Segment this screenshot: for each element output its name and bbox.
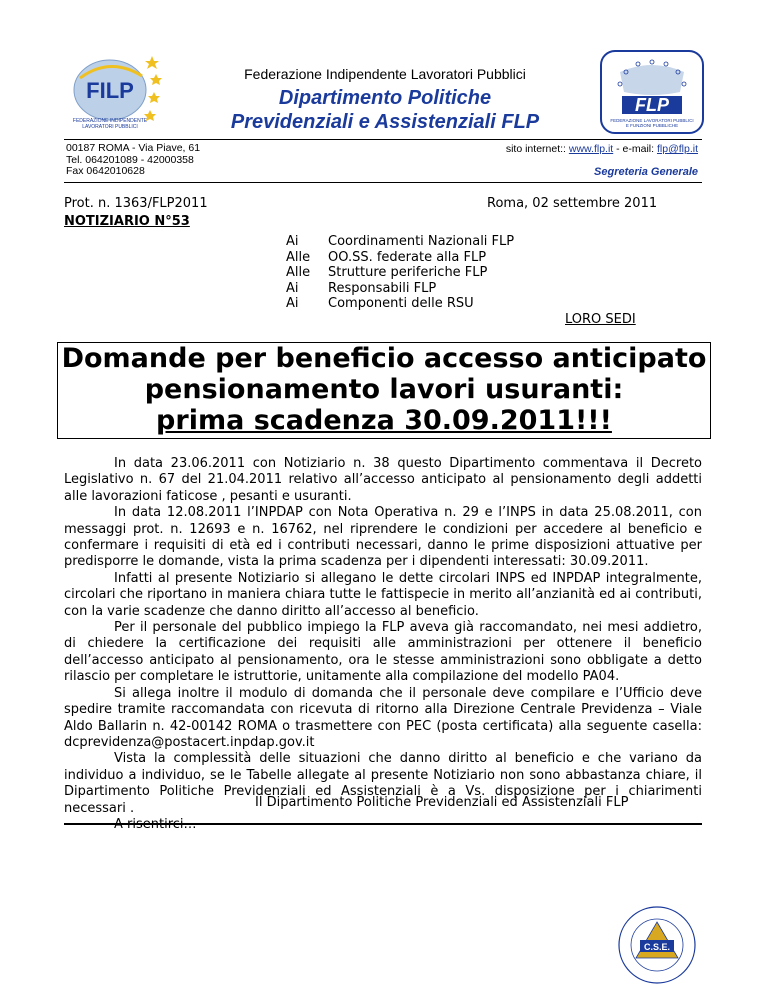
paragraph — [64, 817, 702, 833]
title-box — [57, 342, 711, 439]
address-block — [66, 143, 200, 178]
segreteria-label: Segreteria Generale — [594, 166, 698, 178]
title-line: Domande per beneficio accesso anticipato — [61, 343, 707, 374]
dept-title-line2: Previdenziali e Assistenziali FLP — [230, 111, 540, 133]
notiziario-number: NOTIZIARIO N°53 — [64, 214, 190, 229]
recipient-row — [286, 281, 514, 297]
recipient-name: Responsabili FLP — [328, 280, 437, 296]
title-line: pensionamento lavori usuranti: — [144, 374, 624, 405]
recipient-row — [286, 250, 514, 266]
recipient-prefix: Ai — [286, 280, 299, 296]
flp-logo — [600, 50, 704, 134]
address-line: 00187 ROMA - Via Piave, 61 — [66, 142, 201, 154]
svg-text:LAVORATORI PUBBLICI: LAVORATORI PUBBLICI — [82, 124, 138, 130]
recipient-row — [286, 296, 514, 312]
site-prefix: sito internet:: — [505, 143, 569, 155]
address-line: Tel. 064201089 - 42000358 — [66, 153, 194, 166]
dept-title-line1: Dipartimento Politiche — [278, 87, 492, 109]
body-text — [64, 456, 702, 833]
document-date: Roma, 02 settembre 2011 — [487, 196, 658, 211]
filp-logo — [66, 50, 166, 134]
svg-text:E FUNZIONI PUBBLICHE: E FUNZIONI PUBBLICHE — [625, 123, 679, 128]
recipient-row — [286, 265, 514, 281]
recipient-prefix: Alle — [286, 265, 311, 281]
paragraph: In data 23.06.2011 con Notiziario n. 38 questo Dipartimento commentava il Decreto Legislativo n. 67 del 21.04.2011 relativo all’accesso anticipato al pensionamento degli addetti alle lavorazioni faticose , pesanti e usuranti. — [64, 456, 702, 504]
logo-left-text: FILP — [86, 78, 134, 103]
protocol-number: Prot. n. 1363/FLP2011 — [64, 196, 208, 211]
loro-sedi: LORO SEDI — [565, 312, 636, 327]
paragraph: In data 12.08.2011 l’INPDAP con Nota Operativa n. 29 e l’INPS in data 25.08.2011, con messaggi prot. n. 12693 e n. 16762, nel riprendere le condizioni per accedere al beneficio e confermare i requisiti di età ed i contributi necessari, danno le prime disposizioni attuative per predisporre le domande, vista la prima scadenza per i dipendenti interessati: 30.09.2011. — [64, 505, 702, 570]
recipient-name: Strutture periferiche FLP — [328, 265, 488, 281]
recipients-list — [286, 234, 514, 312]
website-link[interactable]: www.flp.it — [568, 143, 614, 155]
address-line: Fax 0642010628 — [66, 165, 145, 177]
recipient-prefix: Ai — [286, 296, 299, 312]
header-rule — [64, 139, 702, 140]
title-line: prima scadenza 30.09.2011!!! — [156, 405, 612, 436]
paragraph: Infatti al presente Notiziario si allegano le dette circolari INPS ed INPDAP integralmente, circolari che riportano in maniera chiara tutte le fattispecie in merito all’anzianità ed ai contributi, con la varie scadenze che danno diritto all’accesso al beneficio. — [64, 570, 702, 619]
cse-stamp — [616, 904, 698, 986]
paragraph: Per il personale del pubblico impiego la FLP aveva già raccomandato, nei mesi addietro, di chiedere la certificazione dei requisiti alle amministrazioni per ottenere il beneficio dell’accesso anticipato al pensionamento, ora le stesse amministrazioni sono obbligate a detto rilascio per completare le istruttorie, unitamente alla compilazione del modello PA04. — [64, 620, 702, 685]
recipient-name: Coordinamenti Nazionali FLP — [328, 234, 515, 249]
header-rule-bottom — [64, 182, 702, 183]
logo-right-text: FLP — [635, 95, 669, 115]
stamp-text: C.S.E. — [643, 942, 671, 952]
recipient-name: Componenti delle RSU — [328, 296, 474, 312]
email-prefix: - e-mail: — [613, 143, 657, 155]
recipient-row — [286, 234, 514, 250]
recipient-name: OO.SS. federate alla FLP — [328, 249, 487, 265]
email-link[interactable]: flp@flp.it — [656, 143, 698, 155]
recipient-prefix: Ai — [286, 234, 299, 249]
org-name: Federazione Indipendente Lavoratori Pubblici — [244, 66, 526, 82]
paragraph: Vista la complessità delle situazioni che danno diritto al beneficio e che variano da individuo a individuo, se le Tabelle allegate al presente Notiziario non sono abbastanza chiare, il Dipartimento Politiche Previdenziali ed Assistenziali è a Vs. disposizione per i chiarimenti necessari . — [64, 751, 702, 816]
recipient-prefix: Alle — [286, 249, 311, 265]
svg-text:FEDERAZIONE INDIPENDENTE: FEDERAZIONE INDIPENDENTE — [72, 118, 148, 124]
contact-line — [506, 143, 698, 155]
footer-rule — [64, 823, 702, 825]
svg-text:FEDERAZIONE LAVORATORI PUBBLIC: FEDERAZIONE LAVORATORI PUBBLICI — [610, 118, 694, 123]
paragraph: Si allega inoltre il modulo di domanda che il personale deve compilare e l’Ufficio deve spedire tramite raccomandata con ricevuta di ritorno alla Direzione Centrale Previdenza – Viale Aldo Ballarin n. 42-00142 ROMA o trasmettere con PEC (posta certificata) alla seguente casella: dcprevidenza@postacert.inpdap.gov.it — [64, 685, 702, 750]
signature: Il Dipartimento Politiche Previdenziali ed Assistenziali FLP — [255, 795, 629, 810]
